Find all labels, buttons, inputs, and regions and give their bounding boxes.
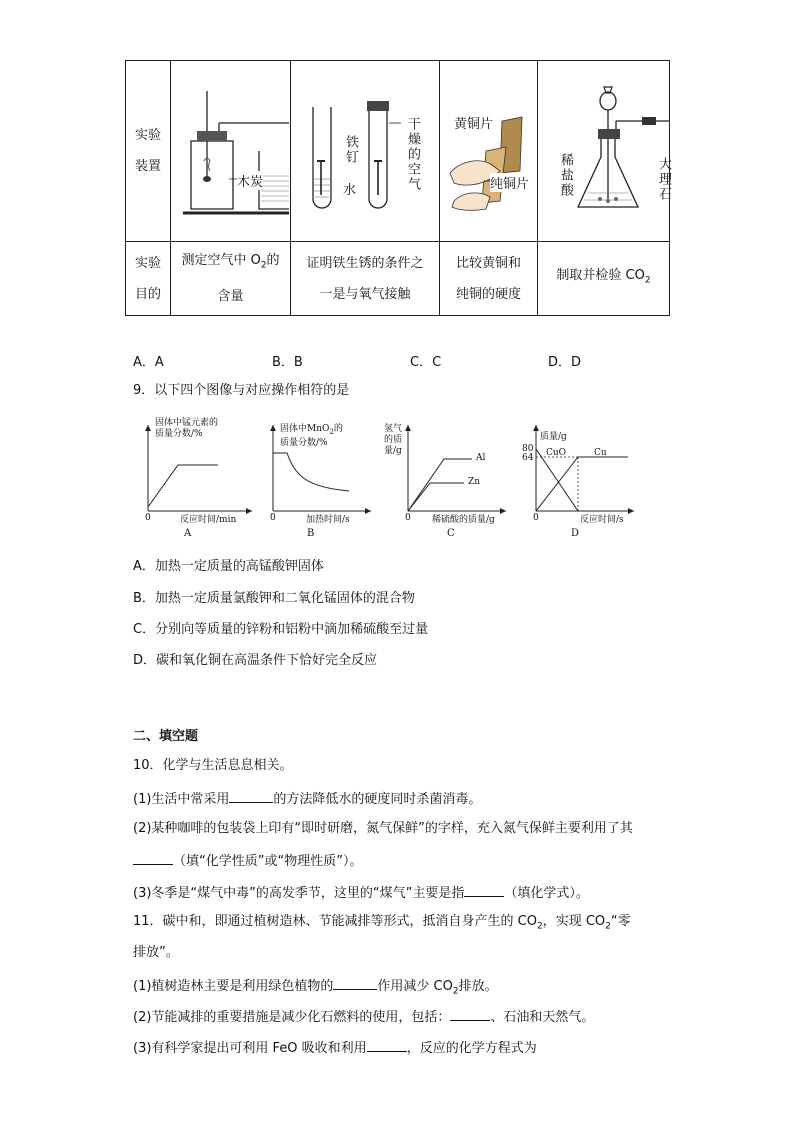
graph-b-ylabel: 固体中MnO$_2$的 质量分数/% [280,424,343,448]
graph-b-origin: 0 [270,513,276,523]
q10-part1: (1)生活中常采用 的方法降低水的硬度同时杀菌消毒。 [133,788,481,809]
q10-blank-2[interactable] [133,850,173,865]
header-line: 实验 [134,128,161,143]
q11-part1: (1)植树造林主要是利用绿色植物的 作用减少 $CO_2$排放。 [133,975,498,1001]
graph-c-origin: 0 [405,513,411,523]
q8-option-c[interactable]: C．C [410,355,442,370]
purpose-line: 纯铜的硬度 [455,286,521,302]
graph-b-caption: B [307,528,315,539]
q9-option-b[interactable]: B．加热一定质量氯酸钾和二氧化锰固体的混合物 [133,591,415,606]
graph-c-caption: C [447,528,455,539]
graph-b-xlabel: 加热时间/s [306,515,350,525]
header-line: 装置 [134,159,161,174]
row-header-purpose [126,242,171,316]
graph-d-tick-64: 64 [522,453,534,463]
purpose-line: 一是与氧气接触 [319,286,411,302]
apparatus-d [538,61,670,242]
apparatus-c [440,61,538,242]
q10-blank-1[interactable] [229,788,273,803]
q8-option-a[interactable]: A．A [133,355,164,370]
label-charcoal: 木炭 [237,171,263,190]
purpose-c [440,242,538,316]
q11-blank-1[interactable] [333,975,377,990]
graph-d-series-cu: Cu [594,448,607,458]
q8-option-d[interactable]: D．D [548,355,582,370]
graph-a-origin: 0 [145,513,151,523]
q11-blank-2[interactable] [450,1006,490,1021]
section-title-fill-blank: 二、填空题 [133,729,199,744]
charcoal-combustion-apparatus [171,61,290,237]
graph-d-caption: D [571,528,580,539]
label-water: 水 [343,183,357,198]
label-dilute-hcl: 稀盐酸 [558,153,573,198]
apparatus-a [171,61,291,242]
header-line: 实验 [134,255,161,271]
purpose-line: 含量 [217,289,244,305]
q10-stem: 10．化学与生活息息相关。 [133,758,293,773]
label-dry-air: 干燥的空气 [405,117,420,192]
label-marble: 大理石 [656,157,671,202]
purpose-b [291,242,440,316]
label-brass: 黄铜片 [454,117,494,132]
q9-option-c[interactable]: C．分别向等质量的锌粉和铝粉中滴加稀硫酸至过量 [133,622,429,637]
purpose-a [171,242,291,316]
graph-a-caption: A [184,528,192,539]
label-iron-nail: 铁钉 [343,135,358,165]
q10-part2-cont: （填“化学性质”或“物理性质”）。 [133,850,362,871]
q9-option-d[interactable]: D．碳和氧化铜在高温条件下恰好完全反应 [133,653,378,668]
q10-blank-3[interactable] [464,882,504,897]
q11-blank-3[interactable] [367,1037,407,1052]
graph-d-origin: 0 [533,513,539,523]
graph-d-tick-80: 80 [522,444,534,454]
purpose-line: 比较黄铜和 [455,255,521,271]
graph-c-series-al: Al [476,453,486,463]
co2-generator [538,61,669,237]
q9-stem: 9．以下四个图像与对应操作相符的是 [133,383,350,398]
q11-stem: 11．碳中和，即通过植树造林、节能减排等形式，抵消自身产生的 $CO_2$，实现 $CO_2“$零 [133,914,631,932]
brass-scratch-test [440,61,537,237]
header-line: 目的 [134,286,161,302]
graph-c-series-zn: Zn [468,477,481,487]
graph-d-series-cuo: CuO [546,448,567,458]
apparatus-b [291,61,440,242]
purpose-line: 测定空气中 $O_2$的 [181,252,280,271]
graph-a-xlabel: 反应时间/min [180,515,237,525]
graph-c-xlabel: 稀硫酸的质量/g [432,515,495,525]
q11-part2: (2)节能减排的重要措施是减少化石燃料的使用，包括： 、石油和天然气。 [133,1006,594,1027]
graph-c [400,415,510,525]
q8-option-b[interactable]: B．B [272,355,303,370]
label-pure-copper: 纯铜片 [490,173,529,192]
q9-option-a[interactable]: A．加热一定质量的高锰酸钾固体 [133,559,324,574]
q10-part3: (3)冬季是“煤气中毒”的高发季节，这里的“煤气”主要是指 （填化学式）。 [133,882,589,903]
graph-a-ylabel: 固体中锰元素的 质量分数/% [155,418,219,439]
graph-c-ylabel: 氢气 的质 量/g [384,424,403,456]
graph-d-xlabel: 反应时间/s [580,515,624,525]
purpose-line: 证明铁生锈的条件之 [306,255,424,271]
q11-part3: (3)有科学家提出可利用 FeO 吸收和利用 ，反应的化学方程式为 [133,1037,537,1058]
purpose-d [538,242,670,316]
experiment-table [125,60,670,316]
q10-part2: (2)某种咖啡的包装袋上印有“即时研磨，氮气保鲜”的字样，充入氮气保鲜主要利用了其 [133,821,633,836]
q11-stem-cont: 排放”。 [133,945,179,960]
row-header-apparatus [126,61,171,242]
graph-d-ylabel: 质量/g [540,432,567,442]
purpose-line: 制取并检验 $CO_2$ [556,268,651,286]
